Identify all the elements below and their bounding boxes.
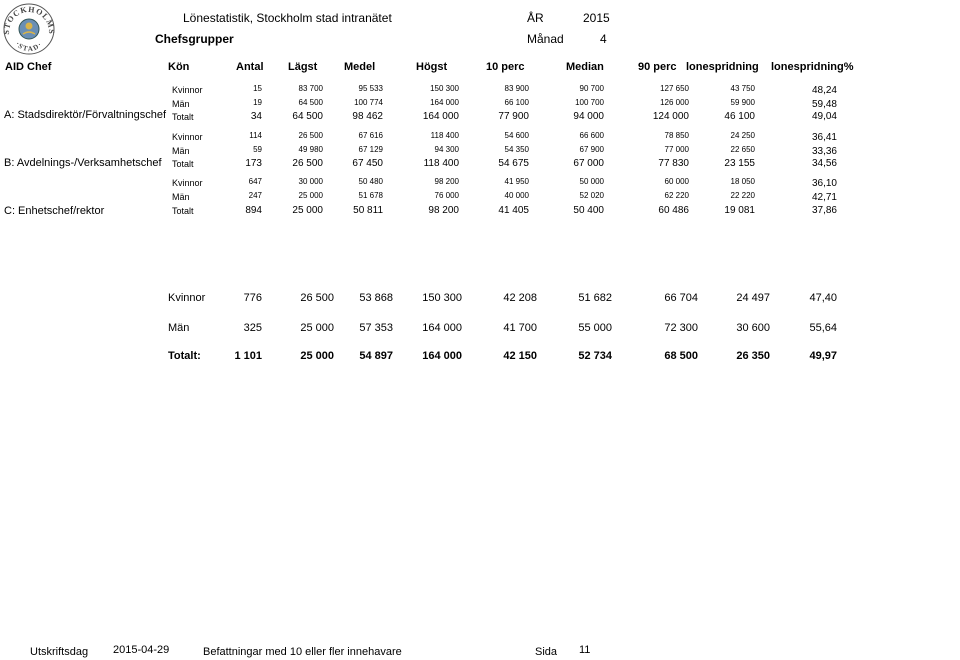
summary-cell-lagst: 25 000 bbox=[300, 350, 334, 362]
summary-cell-median: 51 682 bbox=[578, 292, 612, 304]
summary-cell-medel: 57 353 bbox=[359, 322, 393, 334]
group-name: C: Enhetschef/rektor bbox=[4, 205, 105, 217]
cell-perc10: 66 100 bbox=[504, 98, 529, 107]
svg-text:·STAD·: ·STAD· bbox=[13, 40, 45, 54]
summary-cell-medel: 54 897 bbox=[359, 350, 393, 362]
col-header-10perc: 10 perc bbox=[486, 61, 525, 73]
col-header-medel: Medel bbox=[344, 61, 376, 73]
cell-lonespridning: 46 100 bbox=[724, 111, 755, 122]
row-gender-label: Kvinnor bbox=[172, 132, 203, 142]
cell-antal: 15 bbox=[253, 84, 262, 93]
cell-antal: 19 bbox=[253, 98, 262, 107]
cell-perc90: 126 000 bbox=[660, 98, 689, 107]
summary-cell-median: 55 000 bbox=[578, 322, 612, 334]
row-gender-label: Kvinnor bbox=[172, 178, 203, 188]
summary-cell-perc90: 72 300 bbox=[664, 322, 698, 334]
cell-perc10: 54 600 bbox=[504, 131, 529, 140]
summary-cell-lonespridning: 30 600 bbox=[736, 322, 770, 334]
cell-lonespridning-pct: 36,41 bbox=[811, 132, 837, 143]
cell-median: 50 400 bbox=[573, 205, 604, 216]
stockholm-seal-logo bbox=[2, 2, 56, 56]
month-label: Månad bbox=[527, 32, 564, 46]
cell-median: 66 600 bbox=[579, 131, 604, 140]
cell-lagst: 25 000 bbox=[298, 191, 323, 200]
summary-gender-label: Totalt: bbox=[168, 350, 201, 362]
cell-hogst: 94 300 bbox=[434, 145, 459, 154]
cell-median: 67 000 bbox=[573, 158, 604, 169]
cell-perc90: 127 650 bbox=[660, 84, 689, 93]
cell-lonespridning: 22 220 bbox=[730, 191, 755, 200]
cell-median: 90 700 bbox=[579, 84, 604, 93]
group-name: A: Stadsdirektör/Förvaltningschef bbox=[4, 109, 167, 121]
summary-cell-lonespridning: 24 497 bbox=[736, 292, 770, 304]
summary-cell-median: 52 734 bbox=[578, 350, 612, 362]
col-header-lonespridning-pct: lonespridning% bbox=[771, 61, 854, 73]
cell-lonespridning-pct: 48,24 bbox=[811, 85, 837, 96]
cell-medel: 95 533 bbox=[358, 84, 383, 93]
report-subtitle: Chefsgrupper bbox=[155, 32, 234, 46]
summary-gender-label: Män bbox=[168, 322, 190, 334]
cell-perc10: 40 000 bbox=[504, 191, 529, 200]
cell-hogst: 118 400 bbox=[423, 158, 459, 169]
summary-cell-medel: 53 868 bbox=[359, 292, 393, 304]
cell-lonespridning-pct: 59,48 bbox=[811, 99, 837, 110]
row-gender-label: Män bbox=[172, 99, 190, 109]
cell-perc90: 60 000 bbox=[664, 177, 689, 186]
svg-text:STOCKHOLMS: STOCKHOLMS bbox=[2, 4, 56, 35]
cell-lagst: 26 500 bbox=[292, 158, 323, 169]
cell-antal: 59 bbox=[253, 145, 262, 154]
cell-lonespridning-pct: 37,86 bbox=[811, 205, 837, 216]
cell-antal: 114 bbox=[249, 131, 262, 140]
cell-lagst: 30 000 bbox=[298, 177, 323, 186]
cell-lagst: 83 700 bbox=[298, 84, 323, 93]
summary-cell-antal: 1 101 bbox=[234, 350, 262, 362]
cell-perc10: 41 405 bbox=[498, 205, 529, 216]
year-label: ÅR bbox=[527, 11, 544, 25]
cell-perc10: 77 900 bbox=[498, 111, 529, 122]
cell-antal: 247 bbox=[248, 191, 262, 200]
cell-medel: 50 811 bbox=[353, 205, 383, 216]
row-gender-label: Män bbox=[172, 146, 190, 156]
summary-cell-hogst: 164 000 bbox=[422, 350, 462, 362]
row-gender-label: Män bbox=[172, 192, 190, 202]
cell-median: 50 000 bbox=[579, 177, 604, 186]
col-header-median: Median bbox=[566, 61, 604, 73]
summary-cell-lonespridning-pct: 55,64 bbox=[809, 322, 837, 334]
cell-antal: 647 bbox=[248, 177, 262, 186]
cell-lonespridning: 18 050 bbox=[730, 177, 755, 186]
summary-cell-lagst: 25 000 bbox=[300, 322, 334, 334]
cell-perc10: 41 950 bbox=[504, 177, 529, 186]
cell-hogst: 150 300 bbox=[430, 84, 459, 93]
cell-medel: 67 616 bbox=[358, 131, 383, 140]
cell-medel: 50 480 bbox=[358, 177, 383, 186]
print-date: 2015-04-29 bbox=[113, 644, 170, 656]
cell-lonespridning-pct: 34,56 bbox=[811, 158, 837, 169]
cell-lagst: 25 000 bbox=[292, 205, 323, 216]
cell-perc90: 60 486 bbox=[658, 205, 689, 216]
month-value: 4 bbox=[600, 32, 607, 46]
cell-perc90: 77 000 bbox=[664, 145, 689, 154]
cell-median: 94 000 bbox=[573, 111, 604, 122]
row-gender-label: Kvinnor bbox=[172, 85, 203, 95]
cell-lonespridning: 23 155 bbox=[724, 158, 755, 169]
cell-perc10: 83 900 bbox=[504, 84, 529, 93]
summary-cell-lonespridning-pct: 49,97 bbox=[809, 350, 837, 362]
summary-cell-lonespridning-pct: 47,40 bbox=[809, 292, 837, 304]
summary-cell-perc10: 42 208 bbox=[503, 292, 537, 304]
cell-medel: 51 678 bbox=[358, 191, 383, 200]
col-header-lagst: Lägst bbox=[288, 61, 318, 73]
cell-hogst: 98 200 bbox=[428, 205, 459, 216]
cell-lonespridning: 43 750 bbox=[730, 84, 755, 93]
cell-lagst: 64 500 bbox=[292, 111, 323, 122]
summary-gender-label: Kvinnor bbox=[168, 292, 206, 304]
print-date-label: Utskriftsdag bbox=[30, 646, 89, 658]
page-number: 11 bbox=[579, 644, 591, 656]
cell-median: 52 020 bbox=[579, 191, 604, 200]
footer-note: Befattningar med 10 eller fler innehavare bbox=[203, 646, 402, 658]
page-label: Sida bbox=[535, 646, 558, 658]
col-header-antal: Antal bbox=[236, 61, 264, 73]
cell-perc10: 54 350 bbox=[504, 145, 529, 154]
cell-median: 67 900 bbox=[579, 145, 604, 154]
summary-cell-antal: 325 bbox=[243, 322, 262, 334]
summary-cell-antal: 776 bbox=[243, 292, 262, 304]
cell-lonespridning: 59 900 bbox=[730, 98, 755, 107]
cell-lonespridning-pct: 42,71 bbox=[811, 192, 837, 203]
row-gender-label: Totalt bbox=[172, 206, 194, 216]
cell-perc90: 77 830 bbox=[658, 158, 689, 169]
cell-lagst: 64 500 bbox=[298, 98, 323, 107]
cell-medel: 67 450 bbox=[352, 158, 383, 169]
cell-hogst: 164 000 bbox=[430, 98, 459, 107]
report-title: Lönestatistik, Stockholm stad intranätet bbox=[183, 11, 392, 25]
year-value: 2015 bbox=[583, 11, 610, 25]
summary-cell-perc10: 41 700 bbox=[503, 322, 537, 334]
cell-lonespridning-pct: 33,36 bbox=[811, 146, 837, 157]
cell-hogst: 164 000 bbox=[422, 111, 459, 122]
group-name: B: Avdelnings-/Verksamhetschef bbox=[4, 157, 162, 169]
row-gender-label: Totalt bbox=[172, 159, 194, 169]
summary-cell-perc10: 42 150 bbox=[503, 350, 537, 362]
col-header-lonespridning: lonespridning bbox=[686, 61, 759, 73]
summary-cell-lonespridning: 26 350 bbox=[736, 350, 770, 362]
cell-lagst: 26 500 bbox=[298, 131, 323, 140]
col-header-hogst: Högst bbox=[416, 61, 448, 73]
cell-median: 100 700 bbox=[575, 98, 604, 107]
cell-antal: 894 bbox=[245, 205, 262, 216]
cell-hogst: 98 200 bbox=[434, 177, 459, 186]
cell-medel: 100 774 bbox=[354, 98, 383, 107]
summary-cell-lagst: 26 500 bbox=[300, 292, 334, 304]
summary-cell-hogst: 164 000 bbox=[422, 322, 462, 334]
cell-hogst: 118 400 bbox=[430, 131, 459, 140]
cell-perc10: 54 675 bbox=[498, 158, 529, 169]
cell-hogst: 76 000 bbox=[434, 191, 459, 200]
col-header-kon: Kön bbox=[168, 61, 190, 73]
summary-cell-perc90: 68 500 bbox=[664, 350, 698, 362]
summary-cell-hogst: 150 300 bbox=[422, 292, 462, 304]
cell-antal: 173 bbox=[245, 158, 262, 169]
cell-medel: 98 462 bbox=[352, 111, 383, 122]
summary-cell-perc90: 66 704 bbox=[664, 292, 698, 304]
col-header-90perc: 90 perc bbox=[638, 61, 677, 73]
cell-lonespridning: 24 250 bbox=[730, 131, 755, 140]
cell-perc90: 78 850 bbox=[664, 131, 689, 140]
cell-lagst: 49 980 bbox=[298, 145, 323, 154]
cell-lonespridning: 22 650 bbox=[730, 145, 755, 154]
cell-lonespridning: 19 081 bbox=[724, 205, 755, 216]
cell-lonespridning-pct: 36,10 bbox=[811, 178, 837, 189]
col-header-aid: AID Chef bbox=[5, 61, 52, 73]
row-gender-label: Totalt bbox=[172, 112, 194, 122]
cell-lonespridning-pct: 49,04 bbox=[811, 111, 837, 122]
cell-medel: 67 129 bbox=[358, 145, 383, 154]
cell-antal: 34 bbox=[250, 111, 262, 122]
cell-perc90: 124 000 bbox=[652, 111, 689, 122]
cell-perc90: 62 220 bbox=[664, 191, 689, 200]
